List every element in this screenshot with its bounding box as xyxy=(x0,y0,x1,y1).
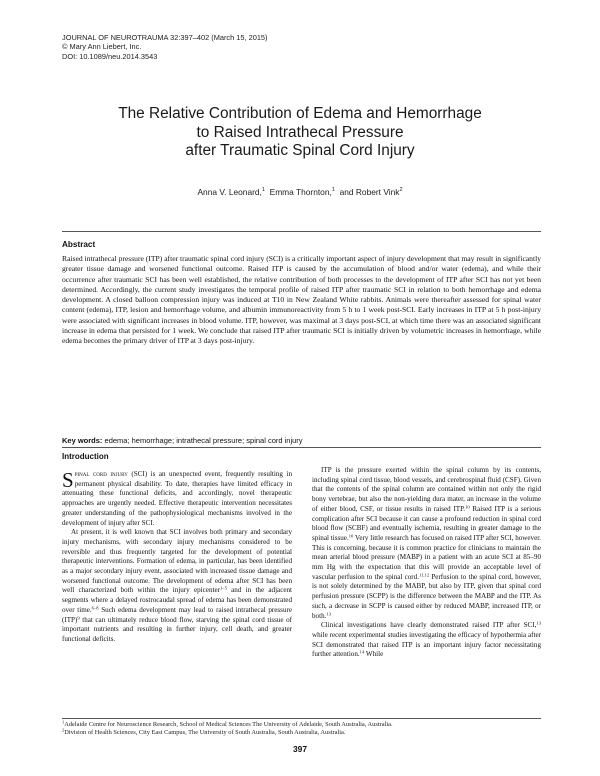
keywords-line xyxy=(62,436,541,445)
abstract-top-rule xyxy=(62,231,541,232)
citation-ref: 10 xyxy=(348,533,354,539)
author-name: Anna V. Leonard, xyxy=(197,187,262,197)
paragraph-text: ITP is the pressure exerted within the spinal column by its contents, including spinal cord tissue, blood vessels, and cerebrospinal fluid (CSF). Given that the contents of the spinal column are contained within not only the rigid bony vertebrae, but also the non-yielding dura mater, an increase in the volume of either blood, CSF, or tissue results in raised ITP. xyxy=(312,466,541,513)
intro-paragraph xyxy=(312,466,541,621)
journal-header xyxy=(62,33,268,61)
journal-copyright: © Mary Ann Liebert, Inc. xyxy=(62,42,142,52)
paragraph-text: Raised ITP is a serious complication after SCI because it can cause a profound reduction in spinal cord blood flow (SCBF) and eventually ischemia, resulting in greater damage to the spinal tissue. xyxy=(312,504,541,542)
small-caps-lead: pinal cord injury xyxy=(74,470,128,478)
footnote-2 xyxy=(62,729,541,737)
journal-citation: JOURNAL OF NEUROTRAUMA 32:397–402 (March 15, 2015) xyxy=(62,33,268,42)
author-affiliation-mark: 2 xyxy=(399,187,403,193)
title-line-2: to Raised Intrathecal Pressure xyxy=(196,123,404,141)
paragraph-text: Perfusion to the spinal cord, however, is not solely determined by the MABP, but also by ITP, given that spinal cord perfusion pressure (SCPP) is the difference between the MABP and the ITP. As such, a decrease in SCPP is caused either by reduced MABP, increased ITP, or both. xyxy=(312,572,541,620)
paragraph-text: while recent experimental studies investigating the efficacy of hypothermia after SCI demonstrated that raised ITP is an important injury factor necessitating further attention. xyxy=(312,630,541,659)
footnote-mark: 2 xyxy=(62,727,65,733)
abstract-text: Raised intrathecal pressure (ITP) after traumatic spinal cord injury (SCI) is a critically important aspect of injury development that may result in significantly greater tissue damage and worsened functional outcome. Raised ITP is caused by the accumulation of blood and/or water (edema), and while their occurrence after traumatic SCI has been well established, the relative contribution of both processes to the development of ITP after SCI has not yet been determined. Accordingly, the current study investigates the temporal profile of raised ITP after traumatic SCI in relation to both hemorrhage and edema development. A closed balloon compression injury was induced at T10 in New Zealand White rabbits. Animals were thereafter assessed for spinal water content (edema), ITP, lesion and hemorrhage volume, and albumin immunoreactivity from 5 h to 1 week post-SCI. Early increases in ITP at 5 h post-injury were associated with significant increases in blood volume. ITP, however, was maximal at 3 days post-SCI, at which time there was an associated significant increase in edema that persisted for 1 week. We conclude that raised ITP after traumatic SCI is initially driven by volumetric increases in hemorrhage, while edema becomes the primary driver of ITP at 3 days post-injury. xyxy=(62,254,541,346)
citation-ref: 13 xyxy=(326,611,331,617)
title-line-1: The Relative Contribution of Edema and Hemorrhage xyxy=(118,105,482,122)
paragraph-text: Clinical investigations have clearly demonstrated raised ITP after SCI, xyxy=(321,621,537,630)
paragraph-text: While xyxy=(364,650,384,659)
journal-doi: DOI: 10.1089/neu.2014.3543 xyxy=(62,51,158,61)
author-name: and Robert Vink xyxy=(339,187,400,197)
abstract-heading: Abstract xyxy=(62,240,96,249)
author-list xyxy=(60,187,540,197)
footnote-text: Adelaide Centre for Neuroscience Research, School of Medical Sciences The University of Adelaide, South Australia, Australia. xyxy=(64,721,393,728)
citation-ref: 13 xyxy=(536,620,541,626)
paragraph-text: that can ultimately reduce blood flow, starving the spinal cord tissue of important nutrients and resulting in further injury, cell death, and greater functional deficits. xyxy=(62,615,292,643)
citation-ref: 9 xyxy=(77,615,80,621)
drop-cap: S xyxy=(62,468,74,492)
intro-paragraph xyxy=(62,528,292,644)
paragraph-text: and in the adjacent segments where a delayed rostrocaudal spread of edema has been demonstrated over time. xyxy=(62,586,293,614)
author-name: Emma Thornton, xyxy=(269,187,332,197)
citation-ref: 1–5 xyxy=(219,585,227,591)
abstract-bottom-rule xyxy=(62,447,541,448)
citation-ref: 11,12 xyxy=(418,572,430,578)
intro-paragraph xyxy=(312,621,541,660)
footnote-mark: 1 xyxy=(62,719,65,725)
keywords-label: Key words: xyxy=(62,436,103,445)
author-affiliation-mark: 1 xyxy=(261,187,265,193)
footnote-text: Division of Health Sciences, City East Campus, The University of South Australia, South Australia, Australia. xyxy=(64,729,346,737)
paragraph-text: At present, it is well known that SCI involves both primary and secondary injury mechanisms, with secondary injury mechanisms considered to be reversible and thus frequently targeted for the development of potential therapeutic interventions. Formation of edema, in particular, has been identified as a major secondary injury event, associated with increased tissue damage and worsened functional outcome. The development of edema after SCI has been well characterized both within the injury epicenter xyxy=(62,528,292,595)
intro-paragraph xyxy=(62,470,292,528)
author-affiliation-mark: 1 xyxy=(331,187,335,193)
footnote-rule xyxy=(62,718,541,719)
footnotes xyxy=(62,721,541,738)
page-number: 397 xyxy=(293,744,307,754)
column-right xyxy=(312,466,541,660)
citation-ref: 10 xyxy=(465,504,470,510)
column-left xyxy=(62,470,292,645)
paragraph-text: Such edema development may lead to raised intrathecal pressure (ITP) xyxy=(62,605,293,624)
title-line-3: after Traumatic Spinal Cord Injury xyxy=(185,142,415,160)
citation-ref: 6–8 xyxy=(91,605,99,611)
article-title xyxy=(60,105,540,161)
paragraph-text: Very little research has focused on raised ITP after SCI, however. This is concerning, because it is common practice for clinicians to maintain the mean arterial blood pressure (MABP) in a patient with an acute SCI at 85–90 mm Hg with the expectation that this will provide an acceptable level of vascular perfusion to the spinal cord. xyxy=(312,533,541,581)
citation-ref: 14 xyxy=(359,649,365,655)
paragraph-text: (SCI) is an unexpected event, frequently resulting in permanent physical disability. To date, therapies have limited efficacy in attenuating these functional deficits, and accordingly, novel therapeutic approaches are urgently needed. Effective therapeutic intervention necessitates greater understanding of the pathophysiological mechanisms involved in the development of injury after SCI. xyxy=(62,470,292,527)
introduction-heading: Introduction xyxy=(62,452,109,461)
keywords-text: edema; hemorrhage; intrathecal pressure; spinal cord injury xyxy=(104,436,303,445)
